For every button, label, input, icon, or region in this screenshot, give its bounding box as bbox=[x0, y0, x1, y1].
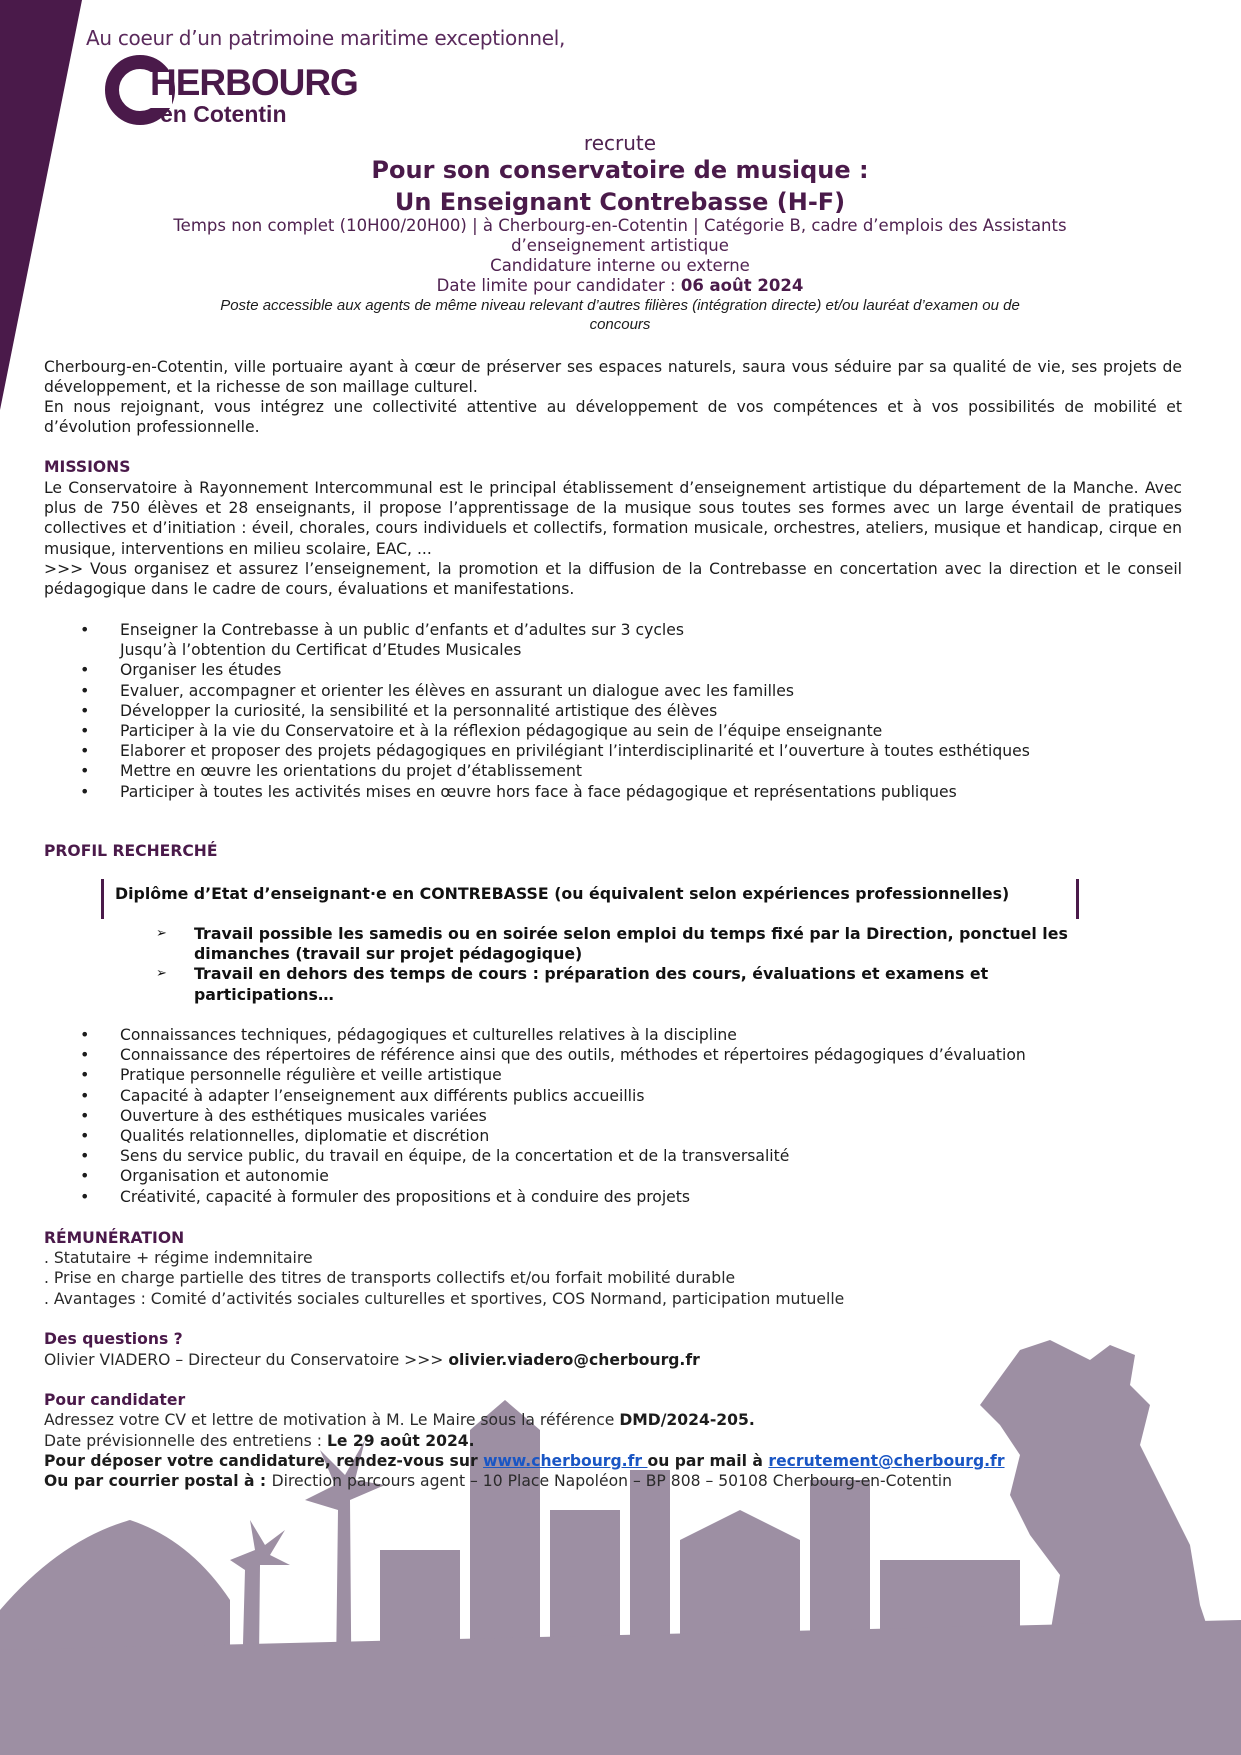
list-item: • Organisation et autonomie bbox=[76, 1166, 1026, 1186]
list-item: • Sens du service public, du travail en équipe, de la concertation et de la transversalité bbox=[76, 1146, 1026, 1166]
subtitle-candidature: Candidature interne ou externe bbox=[490, 256, 750, 275]
profil-conditions-list bbox=[156, 924, 1086, 1005]
page-title-line1: Pour son conservatoire de musique : bbox=[371, 156, 869, 184]
subtitle-conditions bbox=[140, 216, 1100, 256]
reference-code: DMD/2024-205. bbox=[619, 1411, 755, 1429]
interview-date: Le 29 août 2024. bbox=[326, 1432, 475, 1450]
logo-sub-text: en Cotentin bbox=[160, 101, 287, 127]
interview-date-label: Date prévisionnelle des entretiens : bbox=[44, 1432, 327, 1450]
list-item-text: Enseigner la Contrebasse à un public d’enfants et d’adultes sur 3 cycles bbox=[120, 621, 684, 639]
candidater-line2 bbox=[44, 1432, 475, 1450]
skyline-silhouette bbox=[0, 1310, 1241, 1755]
deadline-value: 06 août 2024 bbox=[680, 276, 804, 295]
subtitle-line1: Temps non complet (10H00/20H00) | à Cherbourg-en-Cotentin | Catégorie B, cadre d’emplois des Assistants bbox=[173, 216, 1067, 235]
list-item: • Elaborer et proposer des projets pédagogiques en privilégiant l’interdisciplinarité et l’ouverture à toutes esthétiques bbox=[76, 741, 1030, 761]
intro-paragraph-2: En nous rejoignant, vous intégrez une collectivité attentive au développement de vos compétences et à vos possibilités de mobilité et d’évolution professionnelle. bbox=[44, 398, 1182, 437]
candidater-title: Pour candidater bbox=[44, 1391, 186, 1409]
list-item bbox=[76, 620, 1030, 660]
recrute-label: recrute bbox=[583, 131, 657, 155]
candidater-line1-text: Adressez votre CV et lettre de motivation à M. Le Maire sous la référence bbox=[44, 1411, 620, 1429]
list-item: • Créativité, capacité à formuler des propositions et à conduire des projets bbox=[76, 1187, 1026, 1207]
logo-main-text: HERBOURG bbox=[150, 62, 358, 103]
diploma-requirement: Diplôme d’Etat d’enseignant·e en CONTREBASSE (ou équivalent selon expériences professionnelles) bbox=[115, 884, 1010, 903]
candidater-line1 bbox=[44, 1411, 755, 1429]
questions-title: Des questions ? bbox=[44, 1330, 183, 1348]
list-item: ➢ Travail possible les samedis ou en soirée selon emploi du temps fixé par la Direction, ponctuel les dimanches (travail sur projet pédagogique) bbox=[156, 924, 1086, 964]
tagline: Au coeur d’un patrimoine maritime exceptionnel, bbox=[86, 26, 566, 50]
intro-paragraph-1: Cherbourg-en-Cotentin, ville portuaire ayant à cœur de préserver ses espaces naturels, saura vous séduire par sa qualité de vie, ses projets de développement, et la richesse de son maillage culturel. bbox=[44, 358, 1182, 397]
apply-mail-text: ou par mail à bbox=[647, 1452, 769, 1470]
list-item: • Participer à toutes les activités mises en œuvre hors face à face pédagogique et représentations publiques bbox=[76, 782, 1030, 802]
deadline bbox=[140, 276, 1100, 295]
candidater-line3 bbox=[44, 1452, 1005, 1470]
questions-contact bbox=[44, 1351, 700, 1369]
list-item: • Participer à la vie du Conservatoire et à la réflexion pédagogique au sein de l’équipe enseignante bbox=[76, 721, 1030, 741]
missions-paragraph-1: Le Conservatoire à Rayonnement Intercommunal est le principal établissement d’enseignement artistique du département de la Manche. Avec plus de 750 élèves et 28 enseignants, il propose l’apprentissage de la musique sous toutes ses formes avec un large éventail de pratiques collectives et d’initiation : éveil, chorales, cours individuels et collectifs, formation musicale, orchestres, ateliers, musique et handicap, cirque en musique, interventions en milieu scolaire, EAC, ... bbox=[44, 479, 1182, 558]
list-item: • Organiser les études bbox=[76, 660, 1030, 680]
recruitment-email-link[interactable]: recrutement@cherbourg.fr bbox=[768, 1452, 1005, 1470]
list-item: ➢ Travail en dehors des temps de cours : préparation des cours, évaluations et examens et participations… bbox=[156, 964, 1086, 1004]
access-note bbox=[160, 296, 1080, 334]
profil-title: PROFIL RECHERCHÉ bbox=[44, 842, 218, 860]
missions-list bbox=[76, 620, 1030, 802]
access-note-line2: concours bbox=[589, 316, 651, 333]
list-item: • Evaluer, accompagner et orienter les élèves en assurant un dialogue avec les familles bbox=[76, 681, 1030, 701]
postal-label: Ou par courrier postal à : bbox=[44, 1472, 272, 1490]
list-item: • Développer la curiosité, la sensibilité et la personnalité artistique des élèves bbox=[76, 701, 1030, 721]
list-item-continuation: Jusqu’à l’obtention du Certificat d’Etudes Musicales bbox=[120, 641, 522, 660]
contact-email[interactable]: olivier.viadero@cherbourg.fr bbox=[448, 1351, 700, 1369]
remuneration-line: . Statutaire + régime indemnitaire bbox=[44, 1249, 313, 1267]
website-link[interactable]: www.cherbourg.fr bbox=[483, 1452, 648, 1470]
page-title-line2: Un Enseignant Contrebasse (H-F) bbox=[394, 188, 846, 216]
apply-text: Pour déposer votre candidature, rendez-vous sur bbox=[44, 1452, 484, 1470]
subtitle-line2: d’enseignement artistique bbox=[511, 236, 729, 255]
remuneration-line: . Avantages : Comité d’activités sociales culturelles et sportives, COS Normand, participation mutuelle bbox=[44, 1290, 845, 1308]
postal-address: Direction parcours agent – 10 Place Napoléon – BP 808 – 50108 Cherbourg-en-Cotentin bbox=[271, 1472, 953, 1490]
remuneration-line: . Prise en charge partielle des titres de transports collectifs et/ou forfait mobilité durable bbox=[44, 1269, 736, 1287]
contact-text: Olivier VIADERO – Directeur du Conservatoire >>> bbox=[44, 1351, 449, 1369]
list-item: • Mettre en œuvre les orientations du projet d’établissement bbox=[76, 761, 1030, 781]
deadline-label: Date limite pour candidater : bbox=[436, 276, 681, 295]
list-item: • Connaissances techniques, pédagogiques et culturelles relatives à la discipline bbox=[76, 1025, 1026, 1045]
list-item: • Ouverture à des esthétiques musicales variées bbox=[76, 1106, 1026, 1126]
list-item: • Pratique personnelle régulière et veille artistique bbox=[76, 1065, 1026, 1085]
profil-skills-list bbox=[76, 1025, 1026, 1207]
remuneration-title: RÉMUNÉRATION bbox=[44, 1229, 185, 1247]
list-item: • Connaissance des répertoires de référence ainsi que des outils, méthodes et répertoires pédagogiques d’évaluation bbox=[76, 1045, 1026, 1065]
access-note-line1: Poste accessible aux agents de même niveau relevant d’autres filières (intégration directe) et/ou lauréat d’examen ou de bbox=[220, 297, 1020, 314]
candidater-line4 bbox=[44, 1472, 952, 1490]
list-item: • Qualités relationnelles, diplomatie et discrétion bbox=[76, 1126, 1026, 1146]
list-item: • Capacité à adapter l’enseignement aux différents publics accueillis bbox=[76, 1086, 1026, 1106]
missions-paragraph-2: >>> Vous organisez et assurez l’enseignement, la promotion et la diffusion de la Contrebasse en concertation avec la direction et le conseil pédagogique dans le cadre de cours, évaluations et manifestations. bbox=[44, 560, 1182, 599]
missions-title: MISSIONS bbox=[44, 458, 131, 476]
